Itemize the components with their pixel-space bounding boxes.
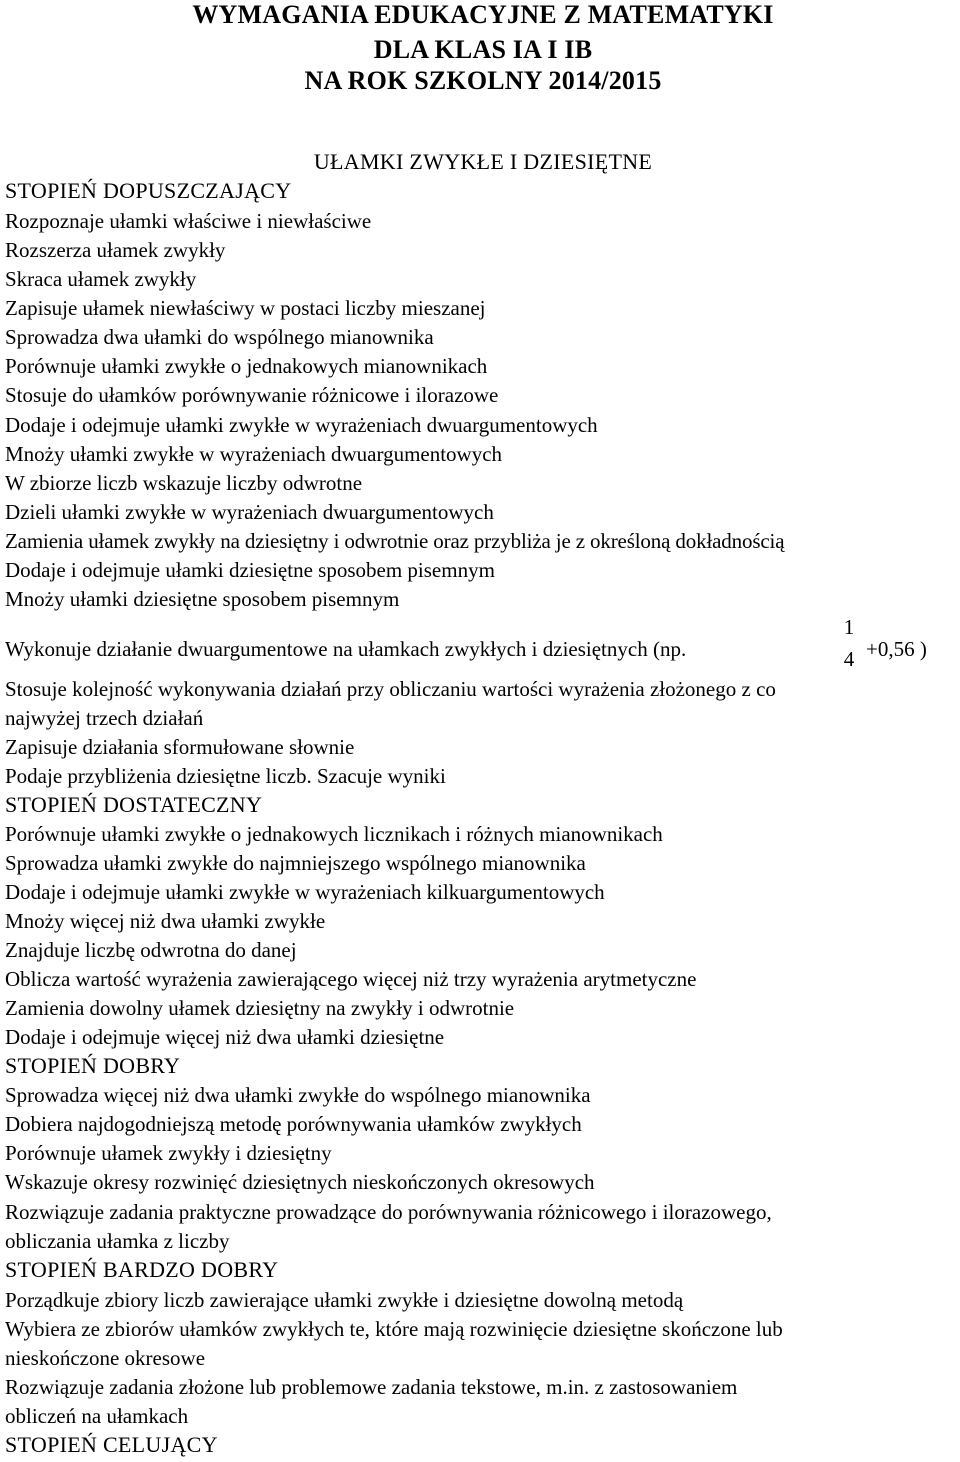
requirement-line: Rozwiązuje zadania praktyczne prowadzące do porównywania różnicowego i ilorazowego,: [5, 1200, 772, 1224]
requirement-line: nieskończone okresowe: [5, 1346, 206, 1370]
requirement-line: Znajduje liczbę odwrotna do danej: [5, 938, 297, 962]
requirement-line: Mnoży ułamki zwykłe w wyrażeniach dwuargumentowych: [5, 442, 503, 466]
requirement-line: Zapisuje działania sformułowane słownie: [5, 735, 355, 759]
fraction-numerator: 1: [843, 615, 855, 639]
requirement-line: Rozwiązuje zadania złożone lub problemowe zadania tekstowe, m.in. z zastosowaniem: [5, 1375, 738, 1399]
requirement-line: Mnoży ułamki dziesiętne sposobem pisemnym: [5, 587, 400, 611]
requirement-line: Porządkuje zbiory liczb zawierające ułamki zwykłe i dziesiętne dowolną metodą: [5, 1288, 684, 1312]
requirement-line: Porównuje ułamki zwykłe o jednakowych licznikach i różnych mianownikach: [5, 822, 663, 846]
requirement-line: obliczania ułamka z liczby: [5, 1229, 230, 1253]
requirement-line: najwyżej trzech działań: [5, 706, 204, 730]
requirement-line: Podaje przybliżenia dziesiętne liczb. Szacuje wyniki: [5, 764, 446, 788]
requirement-line-with-example: Wykonuje działanie dwuargumentowe na ułamkach zwykłych i dziesiętnych (np.: [5, 637, 687, 661]
requirement-line: Mnoży więcej niż dwa ułamki zwykłe: [5, 909, 326, 933]
document-title-line-1: WYMAGANIA EDUKACYJNE Z MATEMATYKI: [192, 0, 774, 29]
requirement-line: Sprowadza więcej niż dwa ułamki zwykłe do wspólnego mianownika: [5, 1083, 591, 1107]
requirement-line: Sprowadza dwa ułamki do wspólnego mianownika: [5, 325, 434, 349]
requirement-line: obliczeń na ułamkach: [5, 1404, 189, 1428]
requirement-line: Rozszerza ułamek zwykły: [5, 238, 226, 262]
requirement-line: Stosuje do ułamków porównywanie różnicowe i ilorazowe: [5, 383, 499, 407]
requirement-line: Sprowadza ułamki zwykłe do najmniejszego wspólnego mianownika: [5, 851, 586, 875]
requirement-line: Wskazuje okresy rozwinięć dziesiętnych nieskończonych okresowych: [5, 1170, 595, 1194]
requirement-line: Dzieli ułamki zwykłe w wyrażeniach dwuargumentowych: [5, 500, 494, 524]
document-title-line-2: DLA KLAS IA I IB: [373, 35, 593, 64]
requirement-line: Zamienia dowolny ułamek dziesiętny na zwykły i odwrotnie: [5, 996, 515, 1020]
level-heading-dostateczny: STOPIEŃ DOSTATECZNY: [5, 792, 263, 817]
requirement-line: Dodaje i odejmuje ułamki dziesiętne sposobem pisemnym: [5, 558, 495, 582]
requirement-line: Rozpoznaje ułamki właściwe i niewłaściwe: [5, 209, 372, 233]
document-title-line-3: NA ROK SZKOLNY 2014/2015: [304, 66, 662, 95]
requirement-line: Skraca ułamek zwykły: [5, 267, 197, 291]
requirement-line: Stosuje kolejność wykonywania działań przy obliczaniu wartości wyrażenia złożonego z co: [5, 677, 776, 701]
level-heading-bardzo-dobry: STOPIEŃ BARDZO DOBRY: [5, 1257, 279, 1282]
section-title: UŁAMKI ZWYKŁE I DZIESIĘTNE: [313, 149, 653, 174]
level-heading-dobry: STOPIEŃ DOBRY: [5, 1053, 181, 1078]
requirement-line: Dodaje i odejmuje ułamki zwykłe w wyrażeniach dwuargumentowych: [5, 413, 598, 437]
requirement-line: Porównuje ułamki zwykłe o jednakowych mianownikach: [5, 354, 488, 378]
requirement-line: Wybiera ze zbiorów ułamków zwykłych te, które mają rozwinięcie dziesiętne skończone lub: [5, 1317, 783, 1341]
requirement-line: Dobiera najdogodniejszą metodę porównywania ułamków zwykłych: [5, 1112, 582, 1136]
level-heading-dopuszczajacy: STOPIEŃ DOPUSZCZAJĄCY: [5, 178, 292, 203]
requirement-line: Oblicza wartość wyrażenia zawierającego więcej niż trzy wyrażenia arytmetyczne: [5, 967, 697, 991]
requirement-line: Dodaje i odejmuje ułamki zwykłe w wyrażeniach kilkuargumentowych: [5, 880, 605, 904]
example-fraction-tail: +0,56 ): [866, 637, 927, 661]
requirement-line: Dodaje i odejmuje więcej niż dwa ułamki dziesiętne: [5, 1025, 445, 1049]
fraction-denominator: 4: [843, 647, 855, 671]
requirement-line: Zamienia ułamek zwykły na dziesiętny i odwrotnie oraz przybliża je z określoną dokładnością: [5, 529, 785, 553]
requirement-line: Porównuje ułamek zwykły i dziesiętny: [5, 1141, 332, 1165]
requirement-line: W zbiorze liczb wskazuje liczby odwrotne: [5, 471, 363, 495]
requirement-line: Zapisuje ułamek niewłaściwy w postaci liczby mieszanej: [5, 296, 486, 320]
level-heading-celujacy: STOPIEŃ CELUJĄCY: [5, 1432, 218, 1457]
